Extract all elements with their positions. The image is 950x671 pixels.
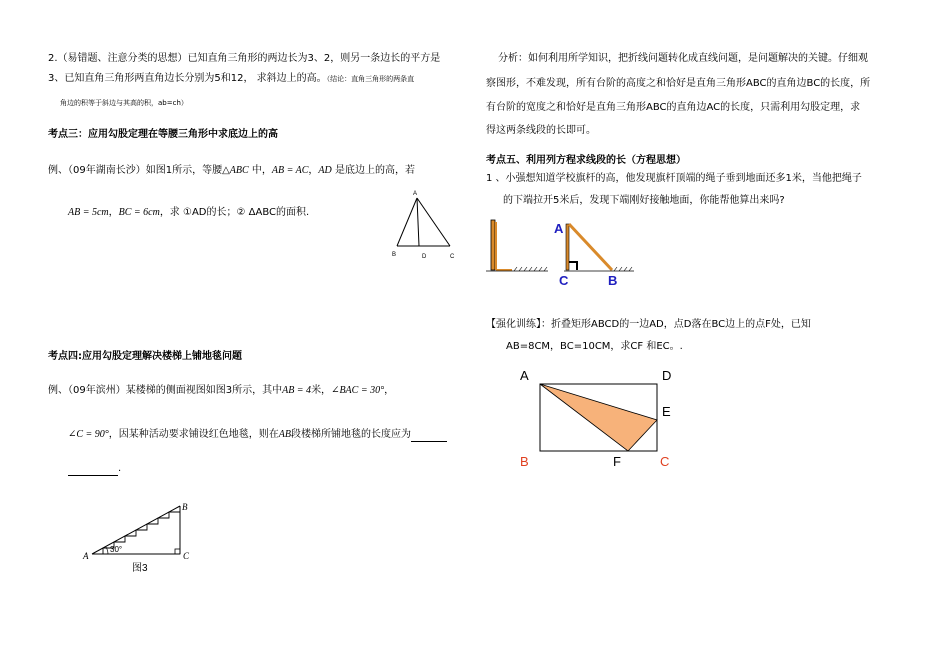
example-1-line: [48, 164, 415, 178]
text: ，: [384, 385, 395, 396]
math-bc: BC = 6cm: [118, 207, 160, 218]
example-2-line: [48, 384, 394, 398]
math-angle-c: ∠C = 90°: [68, 429, 109, 440]
figure-1-triangle: [390, 190, 470, 265]
text: 段楼梯所铺地毯的长度应为: [291, 429, 412, 440]
section-title-k5: 考点五、利用列方程求线段的长（方程思想）: [486, 155, 686, 166]
math-triangle: △ABC: [222, 165, 249, 176]
fig3-angle-label: 30°: [110, 545, 123, 554]
text: ，求 ①AD的长；② ΔABC的面积.: [159, 207, 310, 218]
answer-blank[interactable]: [411, 431, 447, 442]
problem-3-line: [48, 72, 414, 86]
flagpole-figure-right: [552, 214, 642, 290]
problem-3-note-cont: 角边的积等于斜边与其高的积，ab=ch）: [60, 99, 188, 107]
analysis-line-4: 得这两条线段的长即可。: [486, 125, 596, 136]
problem-3-text: 3、已知直角三角形两直角边长分别为5和12， 求斜边上的高。: [48, 73, 327, 84]
flagpole-figure-left: [484, 214, 554, 276]
flag-label-c: C: [559, 273, 569, 288]
fig3-label-c: C: [183, 551, 190, 561]
fig1-label-d: D: [422, 254, 427, 260]
text: .: [118, 463, 122, 474]
analysis-line-3: 有台阶的宽度之和恰好是直角三角形ABC的直角边AC的长度，只需利用勾股定理，求: [486, 102, 861, 113]
rect-label-c: C: [660, 454, 670, 469]
fig3-caption: 图3: [132, 563, 148, 574]
math-angle-bac: ∠BAC = 30°: [331, 385, 385, 396]
rect-label-e: E: [662, 404, 671, 419]
problem-2-line: 2.（易错题、注意分类的思想）已知直角三角形的两边长为3、2，则另一条边长的平方是: [48, 53, 441, 64]
problem-3-note: （结论：直角三角形的两条直: [326, 75, 415, 83]
text: 例、（09年湖南长沙）如图1所示，等腰: [48, 165, 223, 176]
section-title-k3: 考点三：应用勾股定理在等腰三角形中求底边上的高: [48, 129, 278, 140]
question-1-line-1: 1 、小强想知道学校旗杆的高，他发现旗杆顶端的绳子垂到地面还多1米，当他把绳子: [486, 173, 862, 184]
text: 米，: [311, 385, 332, 396]
rect-label-f: F: [613, 454, 621, 469]
fig1-label-b: B: [392, 252, 397, 258]
analysis-line-1: 分析：如何利用所学知识，把折线问题转化成直线问题，是问题解决的关键。仔细观: [498, 53, 868, 64]
figure-3-staircase: [80, 498, 200, 580]
analysis-line-2: 察图形，不难发现，所有台阶的高度之和恰好是直角三角形ABC的直角边BC的长度，所: [486, 78, 871, 89]
example-2-line3: [68, 462, 121, 476]
fig3-label-b: B: [182, 502, 188, 512]
text: 例、（09年滨州）某楼梯的侧面视图如图3所示，其中: [48, 385, 283, 396]
text: ，: [108, 207, 119, 218]
text: 中，: [248, 165, 272, 176]
question-1-line-2: 的下端拉开5米后，发现下端刚好接触地面，你能帮他算出来吗?: [503, 195, 785, 206]
math-ab: AB = 5cm: [68, 207, 109, 218]
fig3-label-a: A: [83, 551, 89, 561]
section-title-k4: 考点四:应用勾股定理解决楼梯上铺地毯问题: [48, 351, 242, 362]
math-ad: AD: [318, 165, 332, 176]
math-ab4: AB = 4: [282, 385, 312, 396]
folded-rectangle-figure: [515, 362, 690, 472]
math-eq: AB = AC: [271, 165, 309, 176]
text: ，: [308, 165, 319, 176]
text: 是底边上的高，若: [331, 165, 415, 176]
rect-label-a: A: [520, 368, 529, 383]
example-1-line2: [68, 206, 309, 220]
training-line-2: AB=8CM，BC=10CM，求CF 和EC。.: [506, 341, 683, 352]
flag-label-b: B: [608, 273, 618, 288]
flag-label-a: A: [554, 221, 564, 236]
math-ab-seg: AB: [278, 429, 292, 440]
fig1-label-c: C: [450, 254, 455, 260]
training-line-1: 【强化训练】：折叠矩形ABCD的一边AD，点D落在BC边上的点F处，已知: [486, 319, 811, 330]
answer-blank-cont[interactable]: [68, 465, 118, 476]
text: ，因某种活动要求铺设红色地毯，则在: [108, 429, 279, 440]
example-2-line2: [68, 428, 447, 442]
fig1-label-a: A: [413, 191, 418, 197]
rect-label-d: D: [662, 368, 672, 383]
rect-label-b: B: [520, 454, 529, 469]
